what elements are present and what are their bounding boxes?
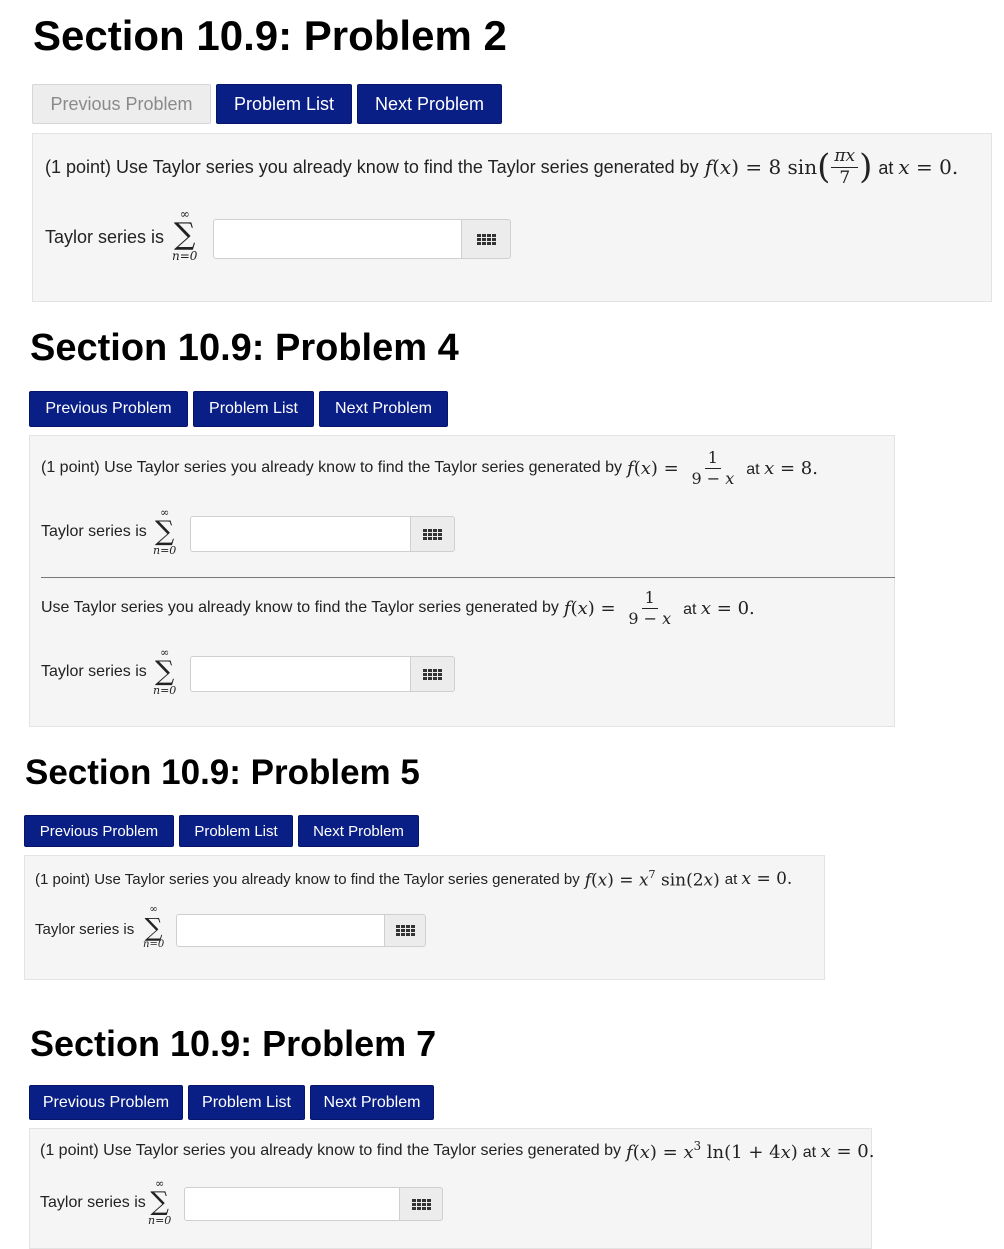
question-text-part-2 — [41, 583, 755, 633]
at-point: at x = 0. — [878, 155, 959, 179]
sigma-icon: ∞ ∑ n=0 — [172, 207, 198, 263]
question-intro: (1 point) Use Taylor series you already know to find the Taylor series generated by — [45, 156, 699, 177]
nav-buttons — [29, 391, 448, 427]
function-expression: $f(x) = x^7$ sin(2x) — [584, 867, 720, 891]
math-palette-button[interactable] — [410, 516, 455, 552]
answer-input[interactable] — [190, 516, 410, 552]
answer-input[interactable] — [176, 914, 384, 947]
grid-icon — [423, 529, 442, 540]
problem-list-button[interactable]: Problem List — [188, 1085, 305, 1120]
question-intro: (1 point) Use Taylor series you already know to find the Taylor series generated by — [40, 1142, 622, 1159]
page-title: Section 10.9: Problem 5 — [25, 753, 420, 792]
previous-problem-button[interactable]: Previous Problem — [29, 1085, 183, 1120]
answer-label: Taylor series is — [45, 227, 165, 247]
next-problem-button[interactable]: Next Problem — [357, 84, 502, 124]
function-expression: f ( x ) = $\frac{1}{9 - x}$ — [563, 587, 672, 628]
question-text — [41, 443, 818, 493]
grid-icon — [396, 925, 415, 936]
function-expression: $f(x) = x^3$ ln(1 + 4x) — [626, 1138, 798, 1164]
sigma-icon: ∞ ∑ n=0 — [143, 904, 165, 950]
at-point: at x = 0. — [683, 597, 755, 619]
next-problem-button[interactable]: Next Problem — [319, 391, 448, 427]
previous-problem-button[interactable]: Previous Problem — [29, 391, 188, 427]
function-expression: f ( x ) = 8 sin ( $\frac{\pi x}{7}$ ) — [704, 145, 873, 188]
answer-label: Taylor series is — [41, 523, 147, 540]
problem-5-panel — [17, 743, 825, 980]
problem-7-panel — [17, 1004, 875, 1249]
next-problem-button[interactable]: Next Problem — [310, 1085, 434, 1120]
answer-label: Taylor series is — [35, 921, 135, 938]
next-problem-button[interactable]: Next Problem — [298, 815, 419, 847]
page-title: Section 10.9: Problem 2 — [33, 12, 507, 59]
grid-icon — [412, 1199, 431, 1210]
answer-input[interactable] — [213, 219, 461, 259]
nav-buttons — [29, 1085, 434, 1120]
sigma-icon: ∞ ∑ n=0 — [153, 506, 177, 557]
previous-problem-button[interactable]: Previous Problem — [32, 84, 211, 124]
nav-buttons — [24, 815, 419, 847]
divider — [41, 577, 895, 578]
answer-label: Taylor series is — [41, 663, 147, 680]
math-palette-button[interactable] — [410, 656, 455, 692]
question-intro: (1 point) Use Taylor series you already know to find the Taylor series generated by — [35, 870, 580, 888]
question-intro: (1 point) Use Taylor series you already know to find the Taylor series generated by — [41, 459, 623, 476]
problem-list-button[interactable]: Problem List — [216, 84, 352, 124]
at-point: at x = 0. — [802, 1140, 875, 1162]
problem-2-panel — [17, 0, 992, 315]
answer-input[interactable] — [184, 1187, 399, 1221]
page-title: Section 10.9: Problem 7 — [30, 1023, 437, 1064]
function-expression: f ( x ) = $\frac{1}{9 - x}$ — [627, 447, 735, 488]
page-title: Section 10.9: Problem 4 — [30, 327, 459, 369]
previous-problem-button[interactable]: Previous Problem — [24, 815, 174, 847]
math-palette-button[interactable] — [384, 914, 426, 947]
answer-input-group — [190, 656, 455, 692]
question-intro: Use Taylor series you already know to find the Taylor series generated by — [41, 599, 559, 616]
problem-list-button[interactable]: Problem List — [179, 815, 293, 847]
question-text — [35, 867, 792, 891]
problem-4-panel — [17, 315, 895, 733]
sigma-icon: ∞ ∑ n=0 — [148, 1177, 172, 1227]
question-text — [40, 1139, 874, 1163]
nav-buttons — [32, 84, 502, 124]
math-palette-button[interactable] — [461, 219, 511, 259]
at-point: at x = 0. — [724, 869, 793, 889]
grid-icon — [477, 234, 496, 245]
at-point: at x = 8. — [746, 457, 818, 479]
answer-input-group — [190, 516, 455, 552]
answer-input-group — [213, 219, 511, 259]
math-palette-button[interactable] — [399, 1187, 443, 1221]
problem-list-button[interactable]: Problem List — [193, 391, 314, 427]
grid-icon — [423, 669, 442, 680]
answer-input-group — [184, 1187, 443, 1221]
answer-input-group — [176, 914, 426, 947]
question-text — [45, 145, 958, 189]
answer-label: Taylor series is — [40, 1194, 146, 1211]
answer-input-part-2[interactable] — [190, 656, 410, 692]
sigma-icon: ∞ ∑ n=0 — [153, 646, 177, 697]
